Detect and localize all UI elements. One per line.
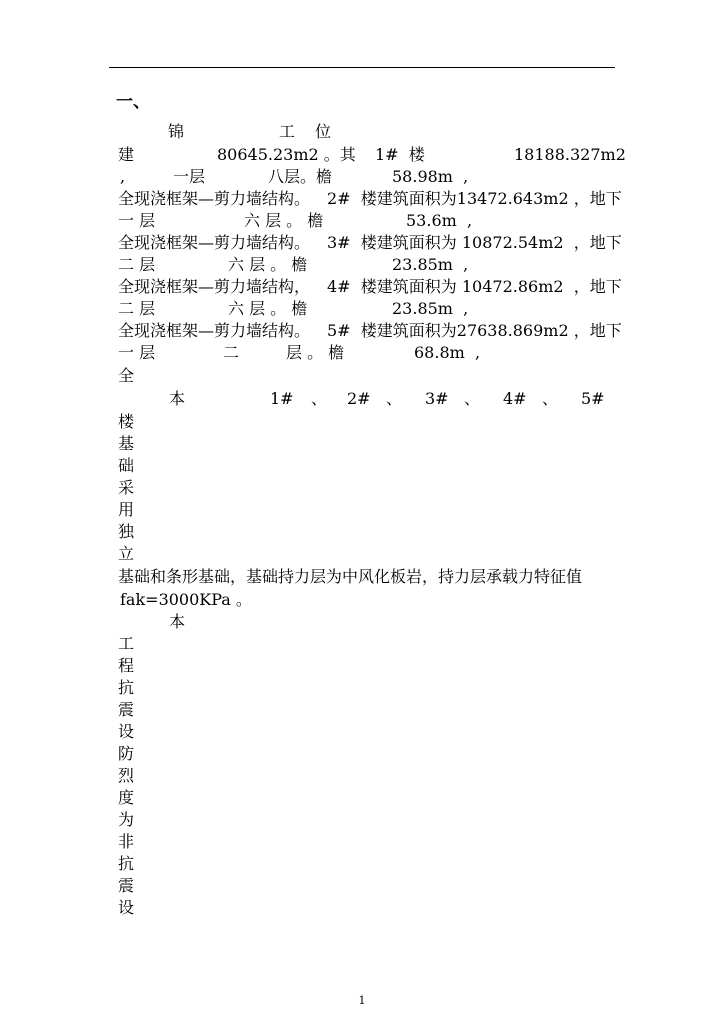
text-run: 全现浇框架—剪力墙结构。 (118, 321, 311, 340)
text-run: , (120, 167, 126, 186)
text-run: 层 。 檐 (286, 343, 345, 362)
text-run: 2# 楼建筑面积为13472.643m2 ，地下 (327, 189, 622, 208)
text-run: 23.85m , (392, 299, 469, 318)
text-run: 位 (315, 122, 332, 141)
text-run: 一 层 (118, 211, 156, 230)
text-run: 本 (169, 612, 186, 631)
vertical-char: 工 (118, 634, 135, 653)
text-run: 、 (311, 389, 328, 408)
page-number: 1 (358, 994, 366, 1007)
vertical-char: 用 (118, 500, 135, 519)
text-run: 、 (464, 389, 481, 408)
text-run: 18188.327m2 (514, 145, 626, 164)
text-run: 4# (503, 389, 527, 408)
vertical-char: 独 (118, 522, 135, 541)
vertical-char: 震 (118, 700, 135, 719)
text-run: 1# (270, 389, 294, 408)
header-rule (109, 67, 615, 68)
text-run: 八层。檐 (268, 167, 333, 186)
text-run: 六 层 。 檐 (244, 211, 324, 230)
vertical-char: 楼 (118, 412, 135, 431)
text-run: 全现浇框架—剪力墙结构。 (118, 189, 311, 208)
text-run: 、 (386, 389, 403, 408)
text-run: 全 (118, 366, 135, 385)
text-run: 二 层 (118, 299, 156, 318)
text-run: 4# 楼建筑面积为 10472.86m2 ，地下 (327, 277, 622, 296)
vertical-char: 抗 (118, 678, 135, 697)
text-run: 建 (118, 145, 135, 164)
text-run: 5# 楼建筑面积为27638.869m2 ，地下 (327, 321, 622, 340)
text-run: 本 (169, 389, 186, 408)
vertical-char: 采 (118, 478, 135, 497)
text-run: 一层 (173, 167, 206, 186)
text-run: 全现浇框架—剪力墙结构。 (118, 233, 311, 252)
text-run: 基础和条形基础，基础持力层为中风化板岩，持力层承载力特征值 (118, 567, 583, 586)
text-run: 5# (581, 389, 605, 408)
text-run: 23.85m , (392, 255, 469, 274)
vertical-char: 度 (118, 788, 135, 807)
vertical-char: 基 (118, 434, 135, 453)
text-run: 、 (542, 389, 559, 408)
vertical-char: 立 (118, 544, 135, 563)
text-run: fak=3000KPa 。 (120, 590, 252, 609)
text-run: 58.98m , (392, 167, 469, 186)
text-run: 六 层 。 檐 (228, 255, 308, 274)
text-run: 1# 楼 (375, 145, 425, 164)
text-run: 二 (223, 343, 240, 362)
vertical-char: 设 (118, 722, 135, 741)
vertical-char: 防 (118, 744, 135, 763)
text-run: 二 层 (118, 255, 156, 274)
vertical-char: 非 (118, 832, 135, 851)
text-run: 六 层 。 檐 (228, 299, 308, 318)
text-run: 80645.23m2 。其 (217, 145, 356, 164)
vertical-char: 抗 (118, 854, 135, 873)
text-run: 3# (425, 389, 449, 408)
text-run: 2# (347, 389, 371, 408)
vertical-char: 设 (118, 898, 135, 917)
text-run: 68.8m , (414, 343, 481, 362)
vertical-char: 震 (118, 876, 135, 895)
section-heading: 一、 (116, 92, 150, 112)
vertical-char: 为 (118, 810, 135, 829)
text-run: 53.6m , (406, 211, 473, 230)
vertical-char: 础 (118, 456, 135, 475)
vertical-char: 烈 (118, 766, 135, 785)
vertical-char: 程 (118, 656, 135, 675)
text-run: 一 层 (118, 343, 156, 362)
text-run: 锦 (168, 122, 185, 141)
text-run: 3# 楼建筑面积为 10872.54m2 ，地下 (327, 233, 622, 252)
text-run: 工 (279, 122, 296, 141)
text-run: 全现浇框架—剪力墙结构， (118, 277, 311, 296)
